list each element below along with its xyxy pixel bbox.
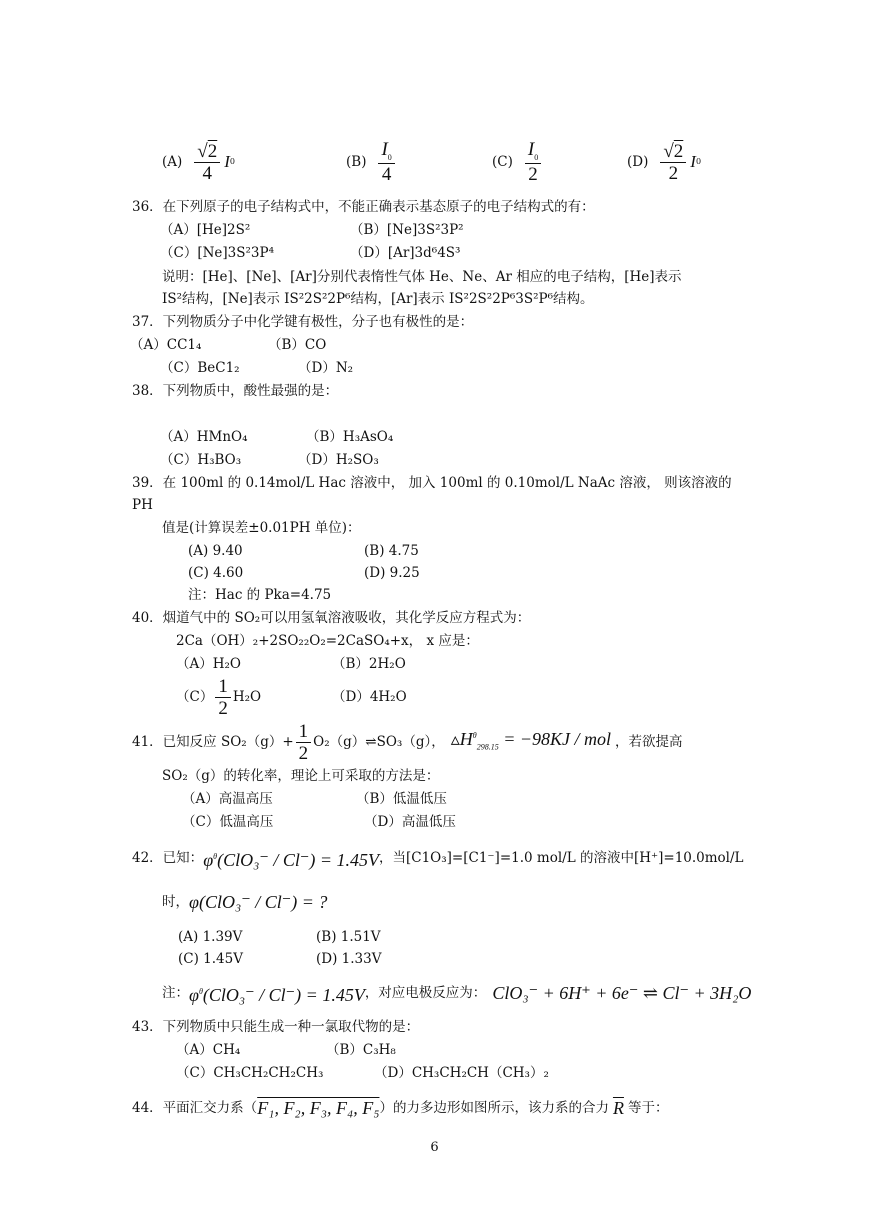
q42-stem-line2: 时， φ(ClO₃⁻ / Cl⁻) = ? xyxy=(162,892,328,912)
q37-option-d: （D）N₂ xyxy=(298,360,354,376)
q40-equation: 2Ca（OH）₂+2SO₂₂O₂=2CaSO₄+x， x 应是： xyxy=(176,633,479,649)
q35-option-c: (C) $\frac{I_0}{2}$ xyxy=(492,140,543,184)
q40-option-a: （A）H₂O xyxy=(176,656,242,672)
q39-option-d: (D) 9.25 xyxy=(364,565,420,581)
q37-option-c: （C）BeC1₂ xyxy=(160,360,240,376)
q38-option-c: （C）H₃BO₃ xyxy=(160,452,242,468)
q42-option-c: (C) 1.45V xyxy=(178,951,243,967)
q43-option-b: （B）C₃H₈ xyxy=(326,1042,396,1058)
q35-a-fraction: $\frac{√2}{4}$ xyxy=(194,142,220,183)
q42-option-d: (D) 1.33V xyxy=(316,951,382,967)
q40-option-d: （D）4H₂O xyxy=(332,689,407,705)
q42-option-b: (B) 1.51V xyxy=(316,929,381,945)
q40-option-b: （B）2H₂O xyxy=(332,656,406,672)
q38-stem: 38．下列物质中，酸性最强的是： xyxy=(132,383,339,399)
q41-option-b: （B）低温低压 xyxy=(356,791,447,807)
q39-option-b: (B) 4.75 xyxy=(364,543,419,559)
q39-stem-line3: 值是(计算误差±0.01PH 单位)： xyxy=(162,520,361,536)
q35-option-a: (A) $\frac{√2}{4}$ I 0 xyxy=(162,140,235,184)
q37-option-a: （A）CC1₄ xyxy=(130,337,202,353)
q41-option-c: （C）低温高压 xyxy=(182,814,274,830)
q41-option-d: （D）高温低压 xyxy=(364,814,456,830)
q41-option-a: （A）高温高压 xyxy=(182,791,273,807)
q36-note-line2: IS²结构，[Ne]表示 IS²2S²2P⁶结构，[Ar]表示 IS²2S²2P⁶3S²P⁶结构。 xyxy=(162,291,594,307)
q42-option-a: (A) 1.39V xyxy=(178,929,243,945)
q40-option-c: （C） $\frac{1}{2}$ H₂O xyxy=(176,675,262,719)
q38-option-b: （B）H₃AsO₄ xyxy=(306,429,394,445)
q41-stem: 41．已知反应 SO₂（g）+ $\frac{1}{2}$ O₂（g）⇌SO₃（g）， $▵H^\theta_{298.15} = -98KJ$ / mol ，若欲提高 xyxy=(132,720,683,764)
q39-stem-line2: PH xyxy=(132,497,153,513)
q35-option-b: (B) $\frac{I_0}{4}$ xyxy=(346,140,397,184)
q37-option-b: （B）CO xyxy=(268,337,327,353)
q36-option-d: （D）[Ar]3d⁶4S³ xyxy=(350,245,461,261)
q43-option-c: （C）CH₃CH₂CH₂CH₃ xyxy=(176,1065,324,1081)
q39-option-c: (C) 4.60 xyxy=(188,565,244,581)
q36-note-line1: 说明：[He]、[Ne]、[Ar]分别代表惰性气体 He、Ne、Ar 相应的电子结构，[He]表示 xyxy=(162,269,682,285)
q41-stem-line2: SO₂（g）的转化率，理论上可采取的方法是： xyxy=(162,768,440,784)
page-number: 6 xyxy=(430,1140,439,1155)
q36-option-b: （B）[Ne]3S²3P² xyxy=(350,222,464,238)
q42-stem: 42．已知： $\varphi^\theta(ClO_3^- / Cl^-) = 1.45V$ ，当[C1O₃]=[C1⁻]=1.0 mol/L 的溶液中[H⁺]=10.0mol/L xyxy=(132,849,744,870)
q37-stem: 37．下列物质分子中化学键有极性，分子也有极性的是： xyxy=(132,314,474,330)
q38-option-a: （A）HMnO₄ xyxy=(160,429,248,445)
q39-stem-line1: 39．在 100ml 的 0.14mol/L Hac 溶液中， 加入 100ml 的 0.10mol/L NaAc 溶液， 则该溶液的 xyxy=(132,475,732,491)
q43-option-a: （A）CH₄ xyxy=(176,1042,241,1058)
q42-note: 注： $\varphi^\theta(ClO_3^- / Cl^-) = 1.45V$ ，对应电极反应为： ClO₃⁻ + 6H⁺ + 6e⁻ ⇌ Cl⁻ + 3H₂O xyxy=(162,983,752,1005)
q38-option-d: （D）H₂SO₃ xyxy=(298,452,379,468)
q36-stem: 36．在下列原子的电子结构式中，不能正确表示基态原子的电子结构式的有： xyxy=(132,199,595,215)
q43-stem: 43．下列物质中只能生成一种一氯取代物的是： xyxy=(132,1019,420,1035)
q39-option-a: (A) 9.40 xyxy=(188,543,243,559)
q44-stem: 44．平面汇交力系（ F₁, F₂, F₃, F₄, F₅ ）的力多边形如图所示，该力系的合力 $\overline{R}$ 等于： xyxy=(132,1098,669,1118)
q36-option-c: （C）[Ne]3S²3P⁴ xyxy=(160,245,274,261)
q40-stem: 40．烟道气中的 SO₂可以用氢氧溶液吸收，其化学反应方程式为： xyxy=(132,610,531,626)
q36-option-a: （A）[He]2S² xyxy=(160,222,251,238)
q35-option-d: (D) $\frac{√2}{2}$ I 0 xyxy=(627,140,702,184)
q43-option-d: （D）CH₃CH₂CH（CH₃）₂ xyxy=(374,1065,549,1081)
q39-note: 注：Hac 的 Pka=4.75 xyxy=(188,587,332,603)
